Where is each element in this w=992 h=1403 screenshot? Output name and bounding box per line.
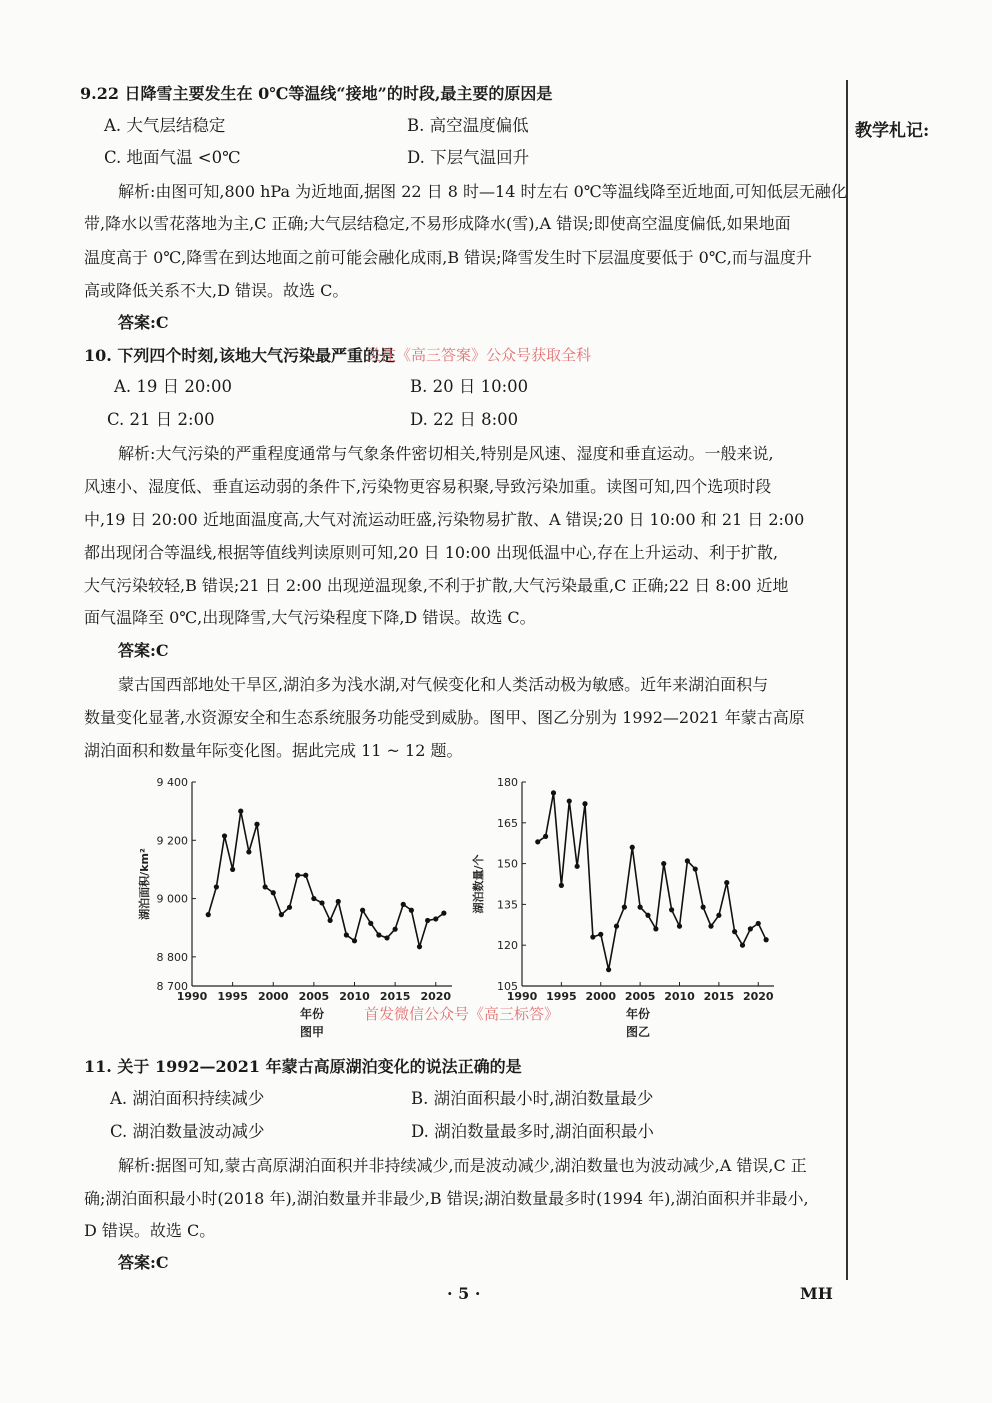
x-tick-label: 2020 [742, 990, 774, 1003]
y-tick-label: 165 [497, 816, 518, 830]
x-tick-label: 2010 [339, 990, 370, 1003]
question-10-option-b: B. 20 日 10:00 [410, 377, 529, 396]
x-tick-label: 2015 [379, 990, 411, 1003]
data-point [716, 913, 721, 918]
data-point [319, 900, 324, 905]
question-11-stem: 11. 关于 1992—2021 年蒙古高原湖泊变化的说法正确的是 [84, 1057, 522, 1076]
data-point [535, 839, 540, 844]
data-point [590, 934, 595, 939]
data-point [622, 905, 627, 910]
question-9-option-a: A. 大气层结稳定 [104, 116, 226, 135]
y-tick-label: 120 [497, 939, 518, 953]
data-point [638, 905, 643, 910]
data-point [328, 918, 333, 923]
data-point [559, 883, 564, 888]
sidebar-divider [846, 80, 848, 1280]
y-tick-label: 180 [497, 776, 518, 789]
x-axis-label: 年份 [299, 1007, 325, 1021]
series-line [208, 811, 444, 947]
x-tick-label: 1990 [176, 990, 208, 1003]
data-point [582, 801, 587, 806]
data-point [677, 924, 682, 929]
data-point [352, 938, 357, 943]
y-tick-label: 8 800 [156, 950, 188, 964]
x-tick-label: 2010 [664, 990, 695, 1003]
x-axis-label: 年份 [625, 1007, 651, 1021]
data-point [661, 861, 666, 866]
series-line [538, 793, 766, 970]
teaching-notes-label: 教学札记: [855, 121, 930, 141]
data-point [238, 809, 243, 814]
data-point [368, 921, 373, 926]
data-point [246, 849, 251, 854]
data-point [222, 833, 227, 838]
data-point [409, 908, 414, 913]
data-point [740, 943, 745, 948]
data-point [311, 896, 316, 901]
data-point [748, 926, 753, 931]
x-tick-label: 1990 [506, 990, 538, 1003]
y-tick-label: 9 200 [156, 834, 188, 848]
passage-line: 蒙古国西部地处干旱区,湖泊多为浅水湖,对气候变化和人类活动极为敏感。近年来湖泊面积与 [118, 675, 769, 694]
data-point [303, 873, 308, 878]
x-tick-label: 2005 [298, 990, 330, 1003]
y-axis-label: 湖泊数量/个 [472, 854, 485, 914]
question-9-analysis-line: 高或降低关系不大,D 错误。故选 C。 [84, 281, 349, 300]
question-10-analysis-line: 中,19 日 20:00 近地面温度高,大气对流运动旺盛,污染物易扩散、A 错误;20 日 10:00 和 21 日 2:00 [84, 510, 805, 529]
chart-caption: 图乙 [625, 1025, 651, 1039]
data-point [254, 822, 259, 827]
data-point [764, 937, 769, 942]
y-tick-label: 9 400 [156, 776, 188, 789]
passage-line: 数量变化显著,水资源安全和生态系统服务功能受到威胁。图甲、图乙分别为 1992—2021 年蒙古高原 [84, 708, 805, 727]
question-10-analysis-line: 风速小、湿度低、垂直运动弱的条件下,污染物更容易积聚,导致污染加重。读图可知,四个选项时段 [84, 477, 772, 496]
question-9-analysis-line: 温度高于 0℃,降雪在到达地面之前可能会融化成雨,B 错误;降雪发生时下层温度要低于 0℃,而与温度升 [84, 248, 812, 267]
data-point [701, 905, 706, 910]
question-11-answer: 答案:C [118, 1253, 169, 1272]
question-9-option-b: B. 高空温度偏低 [407, 116, 529, 135]
data-point [630, 845, 635, 850]
x-tick-label: 2020 [420, 990, 452, 1003]
question-9-answer: 答案:C [118, 313, 169, 332]
data-point [376, 932, 381, 937]
data-point [393, 927, 398, 932]
data-point [417, 944, 422, 949]
data-point [598, 932, 603, 937]
data-point [279, 912, 284, 917]
data-point [543, 834, 548, 839]
data-point [606, 967, 611, 972]
question-10-analysis-line: 大气污染较轻,B 错误;21 日 2:00 出现逆温现象,不利于扩散,大气污染最重,C 正确;22 日 8:00 近地 [84, 576, 789, 595]
question-9-analysis-line: 解析:由图可知,800 hPa 为近地面,据图 22 日 8 时—14 时左右 0℃等温线降至近地面,可知低层无融化 [118, 182, 847, 201]
x-tick-label: 2000 [257, 990, 289, 1003]
x-tick-label: 2015 [703, 990, 735, 1003]
data-point [645, 913, 650, 918]
question-11-option-c: C. 湖泊数量波动减少 [110, 1122, 265, 1141]
data-point [669, 907, 674, 912]
data-point [685, 858, 690, 863]
data-point [551, 790, 556, 795]
passage-line: 湖泊面积和数量年际变化图。据此完成 11 ~ 12 题。 [84, 741, 463, 760]
data-point [295, 873, 300, 878]
y-tick-label: 9 000 [156, 892, 188, 906]
data-point [263, 884, 268, 889]
watermark-bottom: 首发微信公众号《高三标答》 [364, 1005, 560, 1023]
question-10-analysis-line: 解析:大气污染的严重程度通常与气象条件密切相关,特别是风速、湿度和垂直运动。一般来说, [118, 444, 774, 463]
data-point [693, 866, 698, 871]
data-point [336, 899, 341, 904]
y-tick-label: 150 [497, 857, 518, 871]
data-point [575, 864, 580, 869]
question-11-analysis-line: 解析:据图可知,蒙古高原湖泊面积并非持续减少,而是波动减少,湖泊数量也为波动减少,A 错误,C 正 [118, 1156, 807, 1175]
question-11-option-d: D. 湖泊数量最多时,湖泊面积最小 [411, 1122, 654, 1141]
data-point [206, 912, 211, 917]
chart-caption: 图甲 [299, 1025, 325, 1039]
y-tick-label: 135 [497, 898, 518, 912]
question-11-analysis-line: 确;湖泊面积最小时(2018 年),湖泊数量并非最少,B 错误;湖泊数量最多时(1994 年),湖泊面积并非最小, [84, 1189, 809, 1208]
y-axis-label: 湖泊面积/km² [138, 848, 151, 920]
data-point [384, 935, 389, 940]
data-point [230, 867, 235, 872]
question-11-option-b: B. 湖泊面积最小时,湖泊数量最少 [411, 1089, 654, 1108]
watermark-top: 关注《高三答案》公众号获取全科 [366, 346, 592, 364]
page-number: · 5 · [447, 1284, 481, 1303]
question-9-option-c: C. 地面气温 <0℃ [104, 148, 241, 167]
question-10-option-d: D. 22 日 8:00 [410, 410, 519, 429]
y-tick-label: 105 [497, 980, 518, 993]
data-point [344, 932, 349, 937]
question-10-answer: 答案:C [118, 641, 169, 660]
question-10-option-c: C. 21 日 2:00 [107, 410, 215, 429]
question-9-stem: 9.22 日降雪主要发生在 0℃等温线“接地”的时段,最主要的原因是 [80, 84, 553, 103]
x-tick-label: 1995 [546, 990, 577, 1003]
data-point [441, 911, 446, 916]
data-point [360, 908, 365, 913]
question-11-analysis-line: D 错误。故选 C。 [84, 1221, 216, 1240]
x-tick-label: 1995 [217, 990, 248, 1003]
data-point [214, 884, 219, 889]
question-10-analysis-line: 都出现闭合等温线,根据等值线判读原则可知,20 日 10:00 出现低温中心,存在上升运动、利于扩散, [84, 543, 779, 562]
data-point [567, 798, 572, 803]
x-tick-label: 2005 [624, 990, 656, 1003]
y-tick-label: 8 700 [156, 980, 188, 993]
question-10-stem: 10. 下列四个时刻,该地大气污染最严重的是 [84, 346, 395, 365]
question-9-option-d: D. 下层气温回升 [407, 148, 530, 167]
data-point [724, 880, 729, 885]
data-point [401, 902, 406, 907]
x-tick-label: 2000 [585, 990, 617, 1003]
data-point [433, 916, 438, 921]
data-point [614, 924, 619, 929]
data-point [732, 929, 737, 934]
data-point [708, 924, 713, 929]
data-point [425, 918, 430, 923]
question-10-analysis-line: 面气温降至 0℃,出现降雪,大气污染程度下降,D 错误。故选 C。 [84, 608, 536, 627]
question-11-option-a: A. 湖泊面积持续减少 [110, 1089, 265, 1108]
document-code: MH [800, 1284, 833, 1303]
data-point [653, 926, 658, 931]
data-point [756, 921, 761, 926]
question-10-option-a: A. 19 日 20:00 [114, 377, 232, 396]
question-9-analysis-line: 带,降水以雪花落地为主,C 正确;大气层结稳定,不易形成降水(雪),A 错误;即使高空温度偏低,如果地面 [84, 214, 791, 233]
data-point [287, 905, 292, 910]
data-point [271, 890, 276, 895]
